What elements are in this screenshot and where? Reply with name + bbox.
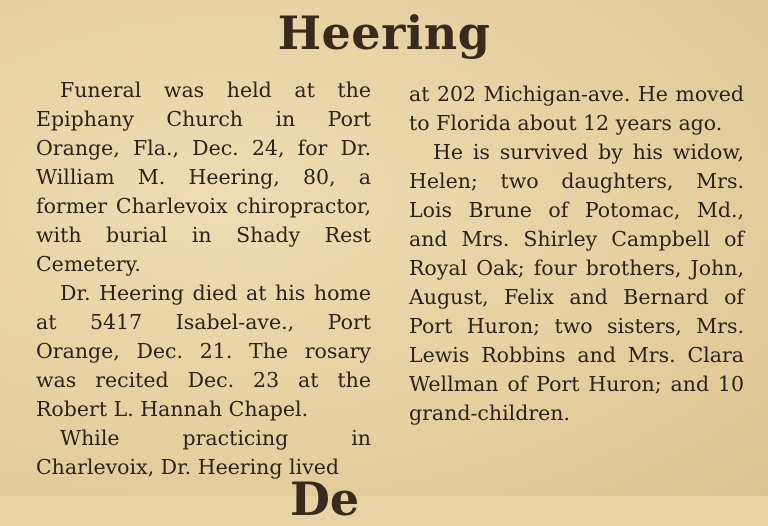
right-column [409, 80, 744, 428]
paragraph-practice: While practicing in Charlevoix, Dr. Heering lived [36, 426, 371, 479]
column-divider [388, 78, 389, 478]
obituary-headline: Heering [277, 6, 491, 60]
paragraph-funeral: Funeral was held at the Epiphany Church in Port Orange, Fla., Dec. 24, for Dr. William M. Heering, 80, a former Charlevoix chiropractor, with burial in Shady Rest Cemetery. [36, 78, 371, 276]
next-headline-text: De [290, 472, 360, 526]
paragraph-residence: at 202 Michigan-ave. He moved to Florida about 12 years ago. [409, 82, 744, 135]
next-article-headline-fragment [290, 472, 430, 526]
paragraph-death: Dr. Heering died at his home at 5417 Isabel-ave., Port Orange, Dec. 21. The rosary was recited Dec. 23 at the Robert L. Hannah Chapel. [36, 281, 371, 421]
paragraph-survivors: He is survived by his widow, Helen; two daughters, Mrs. Lois Brune of Potomac, Md., and Mrs. Shirley Campbell of Royal Oak; four brothers, John, August, Felix and Bernard of Port Huron; two sisters, Mrs. Lewis Robbins and Mrs. Clara Wellman of Port Huron; and 10 grand-children. [409, 140, 744, 425]
left-column [36, 76, 371, 482]
